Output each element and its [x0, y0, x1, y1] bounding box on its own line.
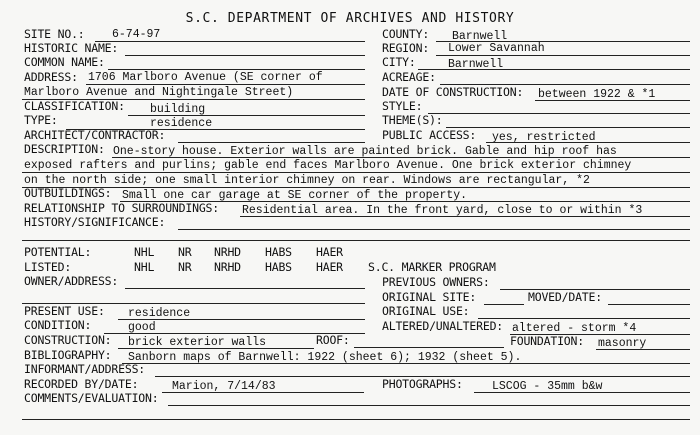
listed-haer: HAER [316, 260, 343, 274]
classification-value: building [150, 103, 206, 116]
architect-line [178, 142, 365, 143]
county-label: COUNTY: [382, 27, 430, 41]
classification-label: CLASSIFICATION: [24, 99, 125, 113]
city-line [418, 69, 690, 70]
history-label: HISTORY/SIGNIFICANCE: [24, 215, 166, 229]
owner-address-line [125, 288, 365, 289]
date-construction-label: DATE OF CONSTRUCTION: [382, 85, 524, 99]
relationship-value: Residential area. In the front yard, close to or within *3 [242, 204, 643, 217]
relationship-line [240, 216, 690, 217]
moved-date-label: MOVED/DATE: [528, 290, 602, 304]
recorded-by-line [162, 392, 364, 393]
outbuildings-label: OUTBUILDINGS: [24, 186, 112, 200]
owner-address-label: OWNER/ADDRESS: [24, 274, 119, 288]
present-use-value: residence [128, 307, 191, 320]
bibliography-label: BIBLIOGRAPHY: [24, 348, 112, 362]
original-site-line [484, 304, 524, 305]
bibliography-line [122, 363, 690, 364]
original-use-line [478, 318, 690, 319]
listed-nhl: NHL [134, 260, 155, 274]
city-label: CITY: [382, 55, 416, 69]
foundation-label: FOUNDATION: [510, 334, 584, 348]
common-name-line [108, 69, 365, 70]
construction-line [118, 348, 314, 349]
construction-label: CONSTRUCTION: [24, 333, 112, 347]
description-line2 [22, 172, 690, 173]
classification-line [128, 115, 365, 116]
moved-date-line [608, 304, 690, 305]
description-value-line3: on the north side; one small interior chimney on rear. Windows are rectangular, *2 [24, 174, 590, 187]
description-line1 [112, 157, 690, 158]
description-label: DESCRIPTION: [24, 142, 105, 156]
city-value: Barnwell [448, 58, 504, 71]
photographs-value: LSCOG - 35mm b&w [492, 380, 603, 393]
themes-label: THEME(S): [382, 113, 443, 127]
historic-name-line [125, 55, 365, 56]
recorded-by-value: Marion, 7/14/83 [172, 380, 276, 393]
style-line [428, 113, 690, 114]
bibliography-value: Sanborn maps of Barnwell: 1922 (sheet 6); 1932 (sheet 5). [128, 351, 522, 364]
potential-nr: NR [178, 245, 192, 259]
previous-owners-label: PREVIOUS OWNERS: [382, 275, 490, 289]
comments-line [168, 405, 690, 406]
potential-nhl: NHL [134, 245, 155, 259]
outbuildings-value: Small one car garage at SE corner of the property. [122, 189, 468, 202]
potential-label: POTENTIAL: [24, 245, 92, 259]
description-line3 [22, 187, 690, 188]
style-label: STYLE: [382, 99, 423, 113]
condition-value: good [128, 321, 156, 334]
construction-value: brick exterior walls [128, 336, 267, 349]
altered-value: altered - storm *4 [512, 322, 637, 335]
present-use-line [118, 319, 365, 320]
type-label: TYPE: [24, 113, 58, 127]
region-value: Lower Savannah [448, 42, 545, 55]
roof-label: ROOF: [316, 333, 350, 347]
comments-label: COMMENTS/EVALUATION: [24, 391, 159, 405]
potential-habs: HABS [265, 245, 292, 259]
listed-habs: HABS [265, 260, 292, 274]
condition-label: CONDITION: [24, 318, 92, 332]
roof-line [354, 347, 504, 348]
photographs-label: PHOTOGRAPHS: [382, 377, 463, 391]
common-name-label: COMMON NAME: [24, 55, 105, 69]
listed-nr: NR [178, 260, 192, 274]
altered-label: ALTERED/UNALTERED: [382, 319, 504, 333]
listed-label: LISTED: [24, 260, 72, 274]
county-value: Barnwell [452, 30, 508, 43]
informant-label: INFORMANT/ADDRESS: [24, 362, 146, 376]
acreage-label: ACREAGE: [382, 70, 436, 84]
relationship-label: RELATIONSHIP TO SURROUNDINGS: [24, 201, 219, 215]
foundation-line [596, 349, 690, 350]
address-line1 [86, 84, 365, 85]
marker-program-label: S.C. MARKER PROGRAM [368, 260, 496, 274]
date-construction-value: between 1922 & *1 [538, 88, 656, 101]
original-use-label: ORIGINAL USE: [382, 304, 470, 318]
address-label: ADDRESS: [24, 70, 78, 84]
themes-line [446, 127, 690, 128]
site-no-line [95, 41, 365, 42]
history-extra-line [22, 240, 690, 241]
comments-extra-line [22, 419, 690, 420]
description-value-line2: exposed rafters and purlins; gable end faces Marlboro Avenue. One brick exterior chimney [24, 159, 632, 172]
present-use-label: PRESENT USE: [24, 304, 105, 318]
description-value-line1: One-story house. Exterior walls are painted brick. Gable and hip roof has [113, 145, 617, 158]
type-value: residence [150, 117, 213, 130]
foundation-value: masonry [598, 337, 647, 350]
history-line [178, 229, 690, 230]
public-access-line [486, 142, 690, 143]
recorded-by-label: RECORDED BY/DATE: [24, 377, 139, 391]
potential-nrhd: NRHD [214, 245, 241, 259]
potential-haer: HAER [316, 245, 343, 259]
historic-name-label: HISTORIC NAME: [24, 41, 119, 55]
form-title: S.C. DEPARTMENT OF ARCHIVES AND HISTORY [185, 11, 515, 26]
architect-label: ARCHITECT/CONTRACTOR: [24, 128, 166, 142]
region-line [436, 55, 690, 56]
public-access-value: yes, restricted [492, 131, 596, 144]
photographs-line [474, 392, 690, 393]
address-value-line1: 1706 Marlboro Avenue (SE corner of [88, 71, 323, 84]
address-value-line2: Marlboro Avenue and Nightingale Street) [24, 86, 294, 99]
region-label: REGION: [382, 41, 430, 55]
date-construction-line [535, 100, 690, 101]
site-no-label: SITE NO.: [24, 27, 85, 41]
public-access-label: PUBLIC ACCESS: [382, 128, 477, 142]
site-no-value: 6-74-97 [112, 28, 161, 41]
original-site-label: ORIGINAL SITE: [382, 290, 477, 304]
listed-nrhd: NRHD [214, 260, 241, 274]
